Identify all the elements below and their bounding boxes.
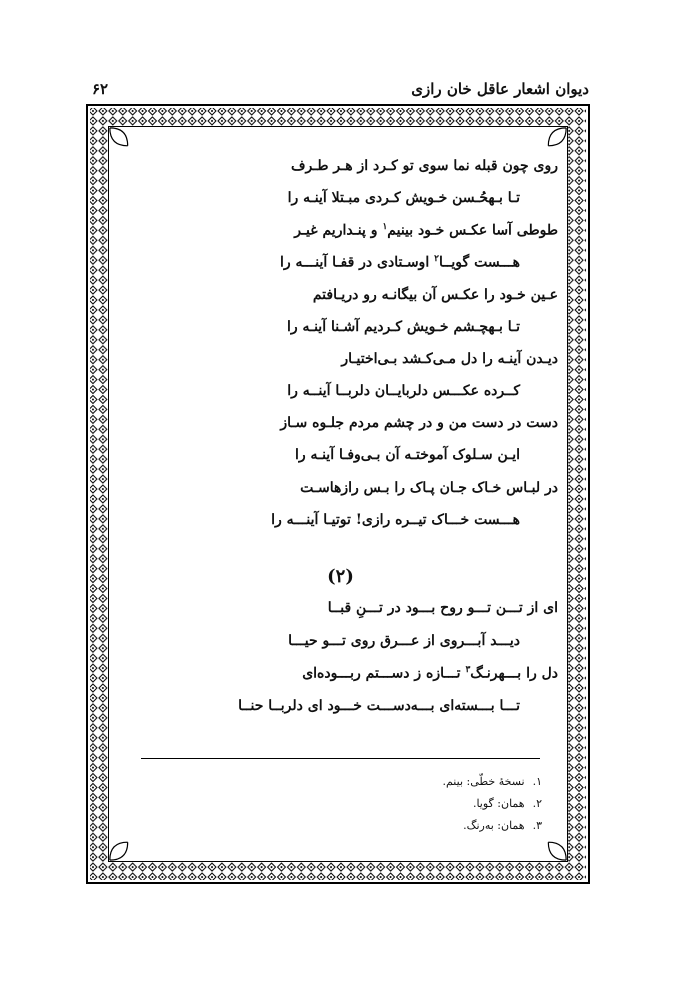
footnote-text: نسخهٔ خطّی: بینم. (442, 775, 525, 788)
section-heading: (۲) (327, 566, 354, 587)
verse-text: طوطی آسا عکـس خـود بینیم (387, 222, 558, 239)
footnote-number: ۳. (532, 819, 542, 832)
verse-line-4 (280, 254, 520, 271)
verse-line-5: عـین خـود را عکـس آن بیگانـه رو دریـافتم (312, 287, 558, 303)
verse-line-8: کــرده عکـــس دلربایــان دلربــا آینــه را (287, 383, 520, 399)
verse2-line-2: دیـــد آبـــروی از عـــرق روی تـــو حیـــا (288, 633, 520, 649)
verse-text: اوسـتادی در قفـا آینـــه را (279, 254, 435, 271)
verse-line-11: در لبـاس خـاک جـان پـاک را بـس رازهاسـت (300, 480, 558, 496)
verse2-line-3 (302, 665, 558, 682)
verse-line-9: دست در دست من و در چشم مردم جلـوه سـاز (280, 415, 558, 431)
verse-text: و پنـداریم غیـر (294, 222, 383, 239)
footnote-2 (473, 797, 542, 810)
verse-line-2: تـا بـهحُـسن خـویش کـردی مبـتلا آینـه را (287, 190, 520, 206)
footnote-marker: ۲ (434, 254, 439, 264)
verse-line-1: روی چون قبله نما سوی تو کـرد از هـر طـرف (291, 158, 558, 174)
verse-line-12: هـــست خـــاک تیــره رازی! توتیـا آینـــه را (271, 512, 520, 528)
verse-line-6: تـا بـهچـشم خـویش کـردیم آشـنا آینـه را (286, 319, 520, 335)
footnote-number: ۱. (532, 775, 542, 788)
page-number: ۶۲ (92, 80, 109, 98)
verse-line-7: دیـدن آینـه را دل مـی‌کـشد بـی‌اختیـار (341, 351, 558, 367)
footnote-3 (463, 819, 542, 832)
footnote-text: همان: گویا. (472, 797, 525, 810)
verse-line-10: ایـن سـلوک آموختـه آن بـی‌وفـا آینـه را (294, 447, 520, 463)
footnote-marker: ۱ (382, 222, 388, 232)
verse-text: هـــست گویــا (438, 254, 520, 271)
verse2-line-4: تـــا بـــسته‌ای بـــه‌دســـت خـــود ای دلربــا حنــا (238, 698, 520, 714)
verse-text: دل را بـــهرنـگ (470, 665, 558, 682)
verse2-line-1: ای از تـــن تـــو روح بـــود در تـــنِ قبــا (327, 600, 558, 616)
footnote-number: ۲. (532, 797, 542, 810)
verse-text: تـــازه ز دســـتم ربـــوده‌ای (302, 665, 466, 682)
verse-line-3 (294, 222, 558, 239)
page-header (88, 80, 589, 104)
book-title: دیوان اشعار عاقل خان رازی (411, 80, 589, 98)
footnote-1 (442, 775, 542, 788)
footnote-marker: ۳ (465, 665, 471, 675)
footnote-text: همان: به‌رنگ. (463, 819, 525, 832)
footnote-divider (141, 758, 540, 759)
